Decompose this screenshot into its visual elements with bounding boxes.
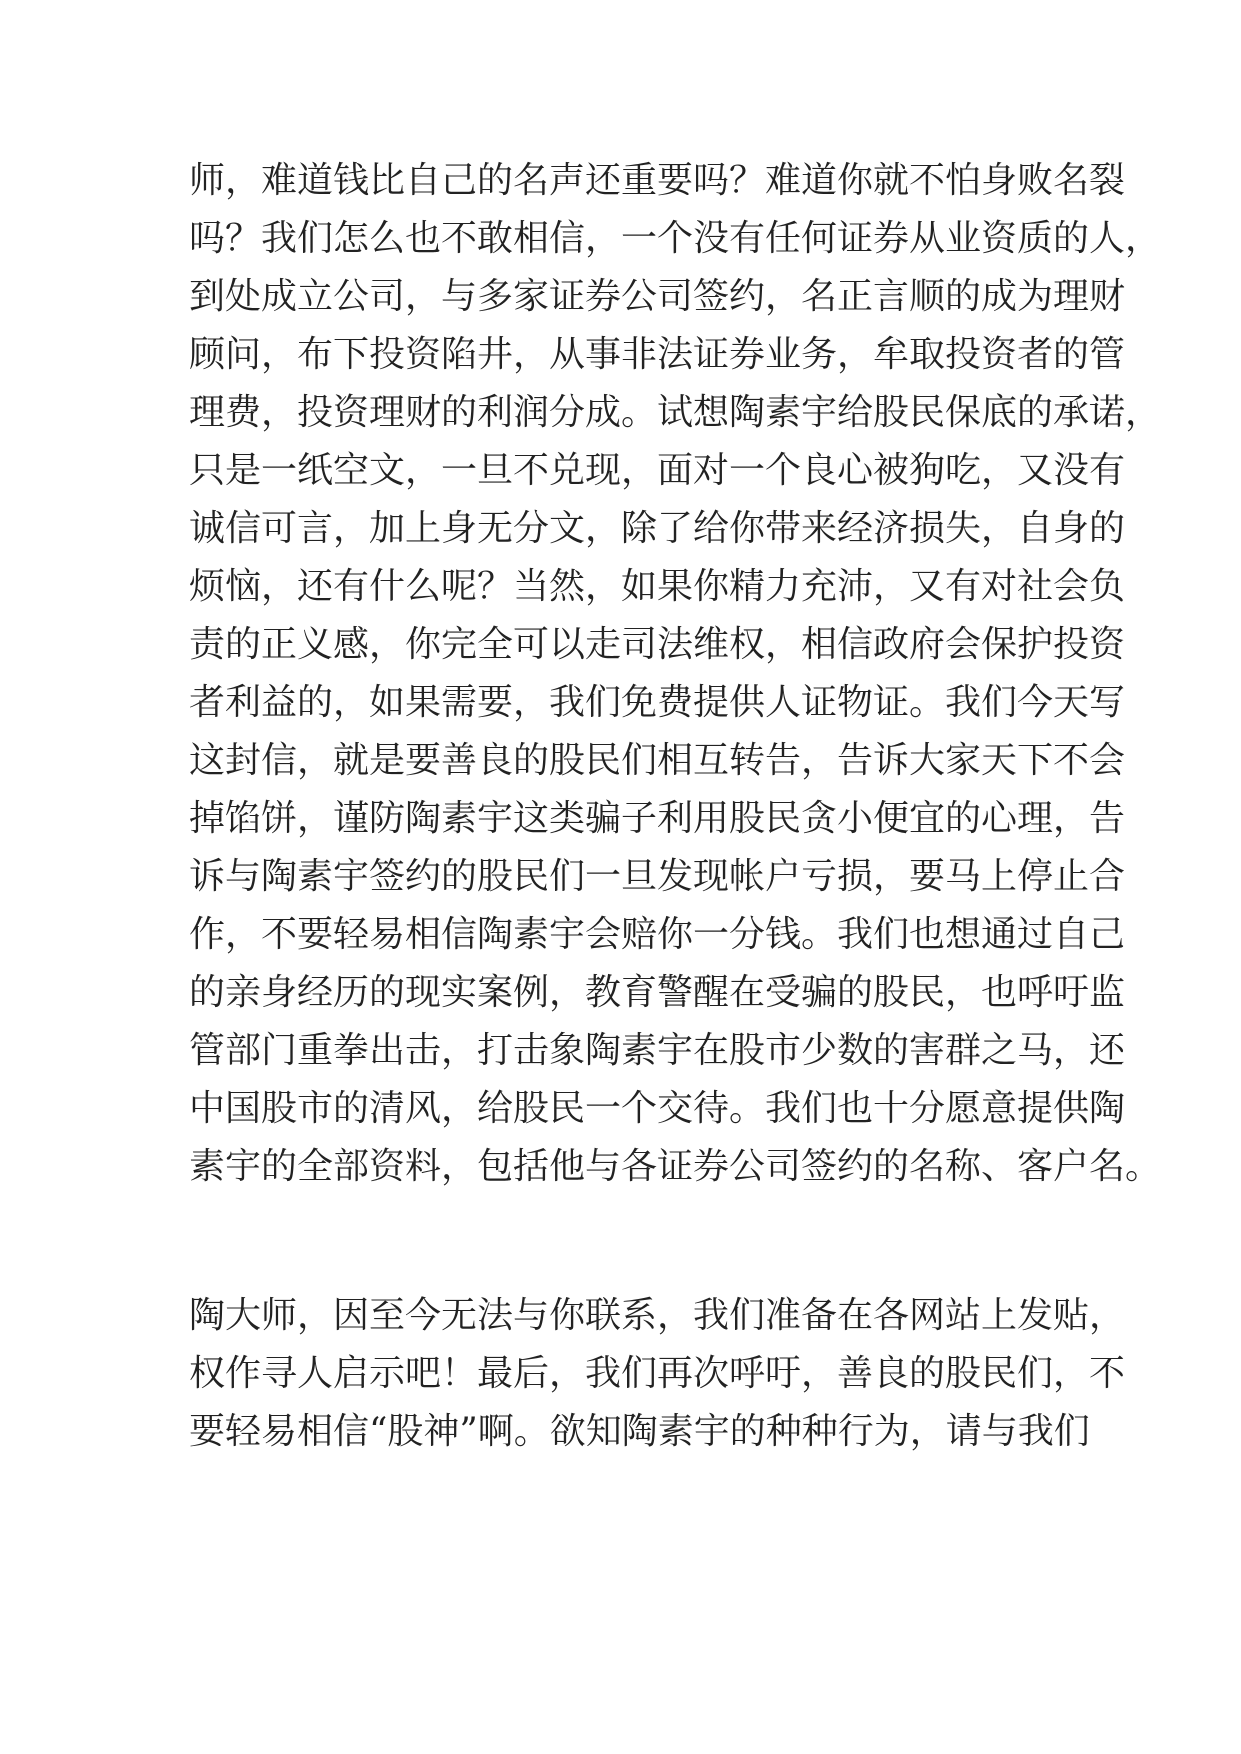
text-line: 管部门重拳出击，打击象陶素宇在股市少数的害群之马，还 (189, 1030, 1126, 1071)
text-line: 权作寻人启示吧！最后，我们再次呼吁，善良的股民们，不 (189, 1353, 1126, 1394)
text-line: 陶大师，因至今无法与你联系，我们准备在各网站上发贴， (189, 1295, 1126, 1336)
text-line: 作，不要轻易相信陶素宇会赔你一分钱。我们也想通过自己 (189, 914, 1126, 955)
text-line: 师，难道钱比自己的名声还重要吗？难道你就不怕身败名裂 (189, 160, 1126, 201)
text-line: 诉与陶素宇签约的股民们一旦发现帐户亏损，要马上停止合 (189, 856, 1126, 897)
text-line: 诚信可言，加上身无分文，除了给你带来经济损失，自身的 (189, 508, 1126, 549)
text-line: 这封信，就是要善良的股民们相互转告，告诉大家天下不会 (189, 740, 1126, 781)
text-line: 顾问，布下投资陷井，从事非法证券业务，牟取投资者的管 (189, 334, 1126, 375)
text-line: 者利益的，如果需要，我们免费提供人证物证。我们今天写 (189, 682, 1126, 723)
text-line: 理费，投资理财的利润分成。试想陶素宇给股民保底的承诺， (189, 392, 1162, 433)
text-line: 只是一纸空文，一旦不兑现，面对一个良心被狗吃，又没有 (189, 450, 1126, 491)
text-line: 到处成立公司，与多家证券公司签约，名正言顺的成为理财 (189, 276, 1126, 317)
text-line: 掉馅饼，谨防陶素宇这类骗子利用股民贪小便宜的心理，告 (189, 798, 1126, 839)
text-line: 责的正义感，你完全可以走司法维权，相信政府会保护投资 (189, 624, 1126, 665)
text-line: 的亲身经历的现实案例，教育警醒在受骗的股民，也呼吁监 (189, 972, 1126, 1013)
text-line: 中国股市的清风，给股民一个交待。我们也十分愿意提供陶 (189, 1088, 1126, 1129)
text-line: 吗？我们怎么也不敢相信，一个没有任何证券从业资质的人， (189, 218, 1162, 259)
text-line: 要轻易相信“股神”啊。欲知陶素宇的种种行为，请与我们 (189, 1411, 1090, 1452)
text-line: 烦恼，还有什么呢？当然，如果你精力充沛，又有对社会负 (189, 566, 1126, 607)
text-line: 素宇的全部资料，包括他与各证券公司签约的名称、客户名。 (189, 1146, 1162, 1187)
